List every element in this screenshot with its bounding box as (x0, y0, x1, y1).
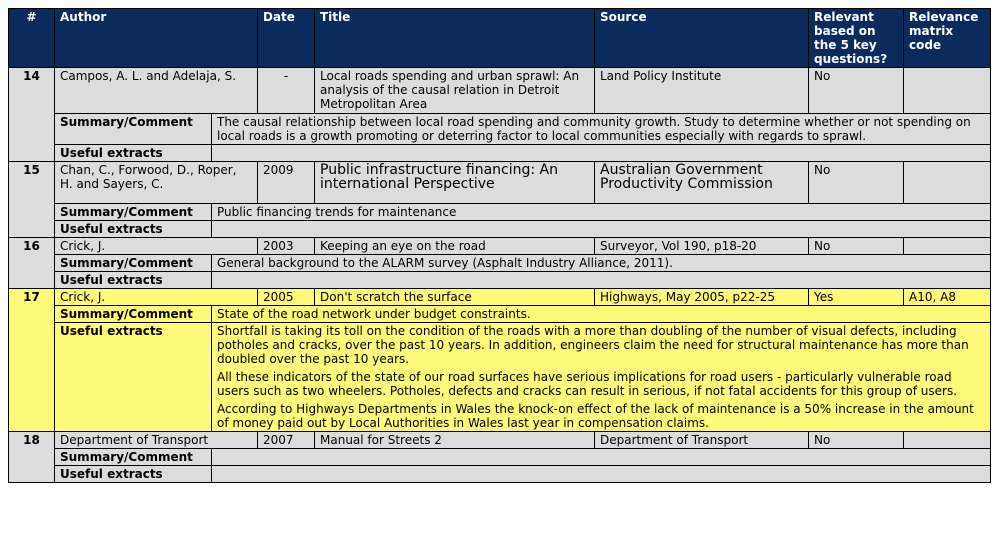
entry-relevant: No (809, 238, 904, 255)
entry-date: 2005 (258, 289, 315, 306)
entry-source: Surveyor, Vol 190, p18-20 (595, 238, 809, 255)
summary-label: Summary/Comment (55, 114, 212, 145)
entry-source: Department of Transport (595, 432, 809, 449)
entry-extracts (212, 272, 991, 289)
entry-date: 2009 (258, 162, 315, 204)
header-row (9, 9, 991, 68)
entry-extracts (212, 323, 991, 432)
extracts-row (9, 272, 991, 289)
header-relevant: Relevant based on the 5 key questions? (809, 9, 904, 68)
table-row-highlighted (9, 289, 991, 306)
entry-title: Don't scratch the surface (315, 289, 595, 306)
summary-row (9, 114, 991, 145)
header-title: Title (315, 9, 595, 68)
header-num: # (9, 9, 55, 68)
entry-code (904, 68, 991, 114)
extracts-label: Useful extracts (55, 323, 212, 432)
table-row (9, 238, 991, 255)
entry-summary: General background to the ALARM survey (Asphalt Industry Alliance, 2011). (212, 255, 991, 272)
extracts-row (9, 221, 991, 238)
entry-source: Land Policy Institute (595, 68, 809, 114)
summary-row (9, 255, 991, 272)
entry-title: Local roads spending and urban sprawl: An analysis of the causal relation in Detroit Metropolitan Area (315, 68, 595, 114)
extracts-row (9, 323, 991, 432)
literature-review-table (8, 8, 991, 483)
entry-date: 2007 (258, 432, 315, 449)
extracts-label: Useful extracts (55, 221, 212, 238)
entry-extracts (212, 221, 991, 238)
entry-summary (212, 449, 991, 466)
table-row (9, 432, 991, 449)
entry-number: 17 (9, 289, 55, 432)
summary-row (9, 306, 991, 323)
entry-date: 2003 (258, 238, 315, 255)
summary-label: Summary/Comment (55, 449, 212, 466)
entry-author: Crick, J. (55, 238, 258, 255)
header-date: Date (258, 9, 315, 68)
extract-paragraph: According to Highways Departments in Wales the knock-on effect of the lack of maintenance is a 50% increase in the amount of money paid out by Local Authorities in Wales last year in compensation claims. (217, 402, 974, 430)
entry-code (904, 162, 991, 204)
entry-number: 14 (9, 68, 55, 162)
entry-code: A10, A8 (904, 289, 991, 306)
entry-date: - (258, 68, 315, 114)
extracts-label: Useful extracts (55, 466, 212, 483)
entry-title: Keeping an eye on the road (315, 238, 595, 255)
summary-label: Summary/Comment (55, 255, 212, 272)
entry-number: 18 (9, 432, 55, 483)
entry-source: Highways, May 2005, p22-25 (595, 289, 809, 306)
entry-relevant: No (809, 68, 904, 114)
entry-summary: The causal relationship between local road spending and community growth. Study to determine whether or not spending on local roads is a growth promoting or deterring factor to local communities especially with regards to sprawl. (212, 114, 991, 145)
entry-author: Campos, A. L. and Adelaja, S. (55, 68, 258, 114)
extract-paragraph: All these indicators of the state of our road surfaces have serious implications for road users - particularly vulnerable road users such as two wheelers. Potholes, defects and cracks can result in serious, if not fatal accidents for this group of users. (217, 370, 958, 398)
header-author: Author (55, 9, 258, 68)
entry-author: Department of Transport (55, 432, 258, 449)
entry-relevant: No (809, 432, 904, 449)
extracts-row (9, 466, 991, 483)
entry-summary: Public financing trends for maintenance (212, 204, 991, 221)
entry-extracts (212, 466, 991, 483)
summary-row (9, 449, 991, 466)
extract-paragraph: Shortfall is taking its toll on the condition of the roads with a more than doubling of the number of visual defects, including potholes and cracks, over the past 10 years. In addition, engineers claim the need for structural maintenance has more than doubled over the past 10 years. (217, 324, 969, 366)
entry-number: 16 (9, 238, 55, 289)
entry-number: 15 (9, 162, 55, 238)
entry-summary: State of the road network under budget constraints. (212, 306, 991, 323)
entry-relevant: Yes (809, 289, 904, 306)
entry-code (904, 238, 991, 255)
extracts-label: Useful extracts (55, 145, 212, 162)
summary-row (9, 204, 991, 221)
entry-author: Chan, C., Forwood, D., Roper, H. and Sayers, C. (55, 162, 258, 204)
extracts-label: Useful extracts (55, 272, 212, 289)
entry-relevant: No (809, 162, 904, 204)
entry-source: Australian Government Productivity Commission (595, 162, 809, 204)
header-code: Relevance matrix code (904, 9, 991, 68)
entry-author: Crick, J. (55, 289, 258, 306)
table-row (9, 68, 991, 114)
summary-label: Summary/Comment (55, 204, 212, 221)
entry-extracts (212, 145, 991, 162)
entry-code (904, 432, 991, 449)
header-source: Source (595, 9, 809, 68)
entry-title: Manual for Streets 2 (315, 432, 595, 449)
extracts-row (9, 145, 991, 162)
entry-title: Public infrastructure financing: An international Perspective (315, 162, 595, 204)
summary-label: Summary/Comment (55, 306, 212, 323)
table-row (9, 162, 991, 204)
